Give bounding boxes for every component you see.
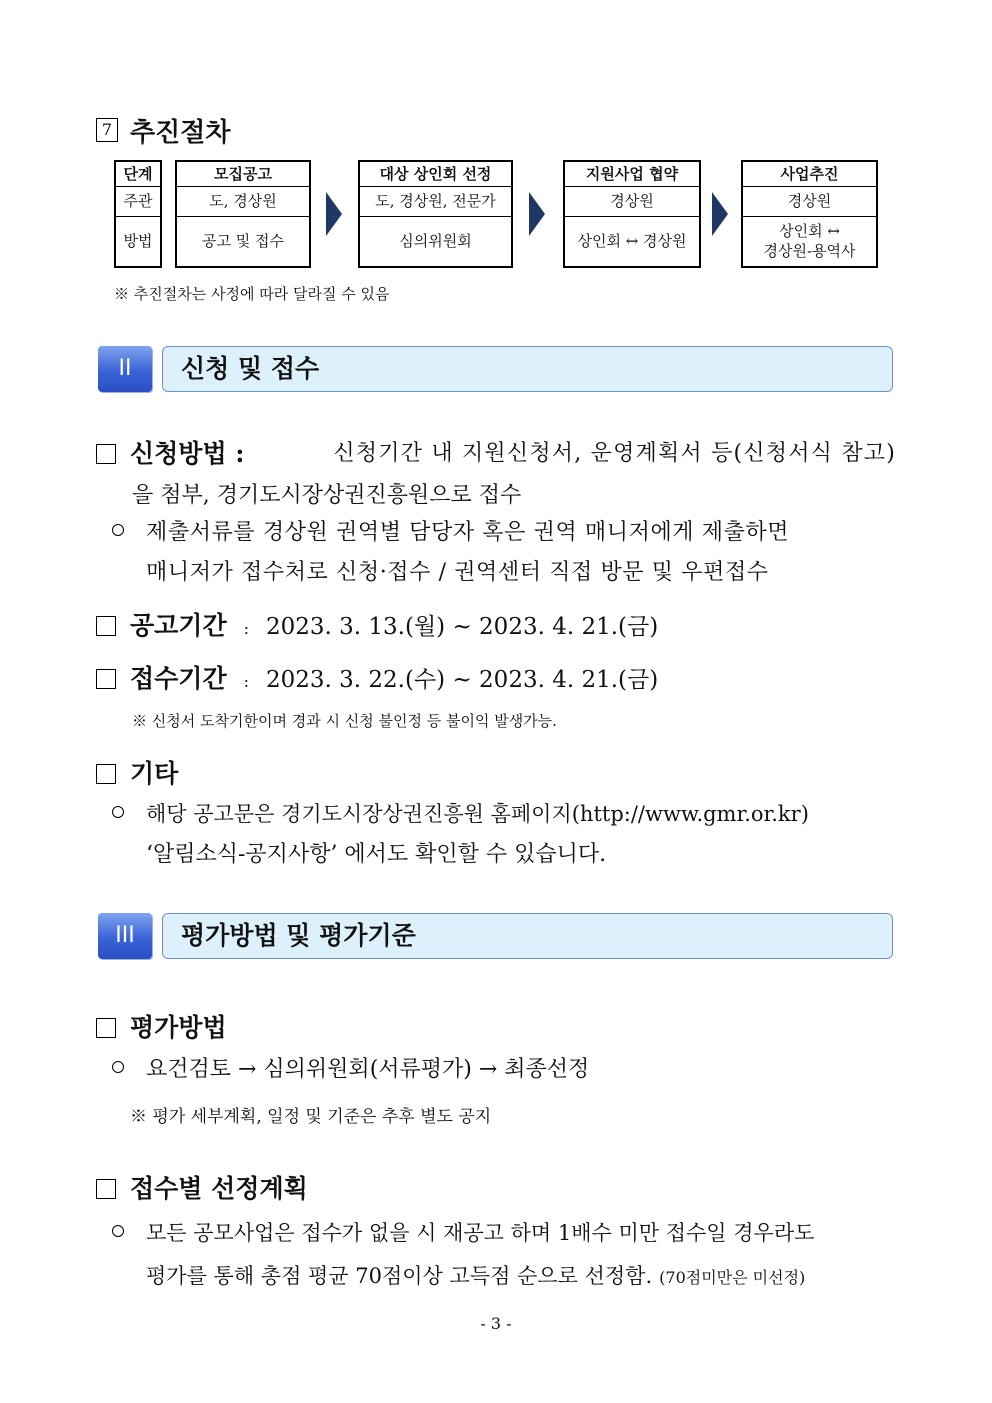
etc-line1: 해당 공고문은 경기도시장상권진흥원 홈페이지(http://www.gmr.or.kr) <box>146 802 809 826</box>
selection-plan-bullet <box>112 1212 896 1299</box>
selection-plan-line2: 평가를 통해 총점 평균 70점이상 고득점 순으로 선정함. <box>146 1264 653 1288</box>
receipt-period-label: 접수기간 <box>130 664 227 693</box>
process-step-selection <box>358 160 513 268</box>
step-organizer: 경상원 <box>565 186 699 217</box>
receipt-period-value: 2023. 3. 22.(수) ~ 2023. 4. 21.(금) <box>266 667 659 693</box>
application-method-line1 <box>96 434 896 476</box>
process-step-agreement <box>563 160 701 268</box>
application-method-text2: 을 첨부, 경기도시장상권진흥원으로 접수 <box>132 483 522 508</box>
notice-period <box>96 606 658 642</box>
submission-line1: 제출서류를 경상원 권역별 담당자 혹은 권역 매니저에게 제출하면 <box>146 520 790 545</box>
notice-period-value: 2023. 3. 13.(월) ~ 2023. 4. 21.(금) <box>266 614 659 640</box>
etc-line2: ‘알림소식-공지사항’ 에서도 확인할 수 있습니다. <box>146 842 607 867</box>
etc-bullet <box>112 794 896 875</box>
evaluation-flow: 요건검토 → 심의위원회(서류평가) → 최종선정 <box>146 1057 590 1082</box>
step-method <box>743 216 876 266</box>
selection-plan-heading <box>96 1169 308 1205</box>
receipt-note: ※ 신청서 도착기한이며 경과 시 신청 불인정 등 불이익 발생가능. <box>132 712 557 730</box>
row-label-organizer: 주관 <box>116 186 160 217</box>
step-method: 상인회 ↔ 경상원 <box>577 232 687 250</box>
step-header: 모집공고 <box>177 162 309 187</box>
step-method-line1: 상인회 ↔ <box>779 222 840 240</box>
process-arrow-icon <box>326 192 342 236</box>
section-number: 7 <box>96 118 118 142</box>
step-method: 심의위원회 <box>399 232 472 250</box>
evaluation-method-heading <box>96 1008 227 1044</box>
section-title: 추진절차 <box>130 118 231 148</box>
process-arrow-icon <box>529 192 545 236</box>
row-label-column <box>114 160 162 268</box>
bullet-circle-icon <box>112 1225 124 1237</box>
selection-plan-note: (70점미만은 미선정) <box>659 1268 806 1287</box>
checkbox-icon <box>96 444 116 464</box>
step-header: 사업추진 <box>743 162 876 187</box>
etc-label: 기타 <box>130 759 179 788</box>
notice-period-label: 공고기간 <box>130 611 227 640</box>
step-method: 공고 및 접수 <box>202 232 284 250</box>
application-method-label: 신청방법 : <box>130 439 245 468</box>
process-step-execution <box>741 160 878 268</box>
etc-heading <box>96 754 178 790</box>
process-arrow-icon <box>712 192 728 236</box>
evaluation-note: ※ 평가 세부계획, 일정 및 기준은 추후 별도 공지 <box>130 1107 492 1127</box>
bullet-circle-icon <box>112 524 124 536</box>
process-step-recruitment <box>175 160 311 268</box>
checkbox-icon <box>96 616 116 636</box>
selection-plan-label: 접수별 선정계획 <box>130 1174 308 1203</box>
submission-bullet <box>112 513 896 593</box>
row-label-method: 방법 <box>123 232 153 250</box>
section-roman-tab: III <box>98 913 152 959</box>
process-note: ※ 추진절차는 사정에 따라 달라질 수 있음 <box>114 285 390 303</box>
step-method-line2: 경상원-용역사 <box>763 242 856 260</box>
row-label-stage: 단계 <box>116 162 160 187</box>
checkbox-icon <box>96 1179 116 1199</box>
application-method <box>96 434 896 516</box>
bullet-circle-icon <box>112 1061 124 1073</box>
application-method-text1: 신청기간 내 지원신청서, 운영계획서 등(신청서식 참고) <box>333 441 896 466</box>
submission-line2: 매니저가 접수처로 신청·접수 / 권역센터 직접 방문 및 우편접수 <box>146 560 769 585</box>
receipt-period-sep: : <box>243 672 249 691</box>
notice-period-sep: : <box>243 619 249 638</box>
step-organizer: 도, 경상원, 전문가 <box>360 186 511 217</box>
selection-plan-line1: 모든 공모사업은 접수가 없을 시 재공고 하며 1배수 미만 접수일 경우라도 <box>146 1221 815 1245</box>
checkbox-icon <box>96 764 116 784</box>
evaluation-method-label: 평가방법 <box>130 1013 227 1042</box>
evaluation-method-bullet <box>112 1052 589 1083</box>
step-organizer: 도, 경상원 <box>177 186 309 217</box>
step-header: 지원사업 협약 <box>565 162 699 187</box>
section-header-bar: 평가방법 및 평가기준 <box>162 913 893 959</box>
step-header: 대상 상인회 선정 <box>360 162 511 187</box>
section-roman-tab: II <box>98 346 152 392</box>
checkbox-icon <box>96 1018 116 1038</box>
page-number: - 3 - <box>480 1314 512 1333</box>
receipt-period <box>96 659 658 695</box>
step-organizer: 경상원 <box>743 186 876 217</box>
section-header-bar: 신청 및 접수 <box>162 346 893 392</box>
checkbox-icon <box>96 669 116 689</box>
bullet-circle-icon <box>112 806 124 818</box>
